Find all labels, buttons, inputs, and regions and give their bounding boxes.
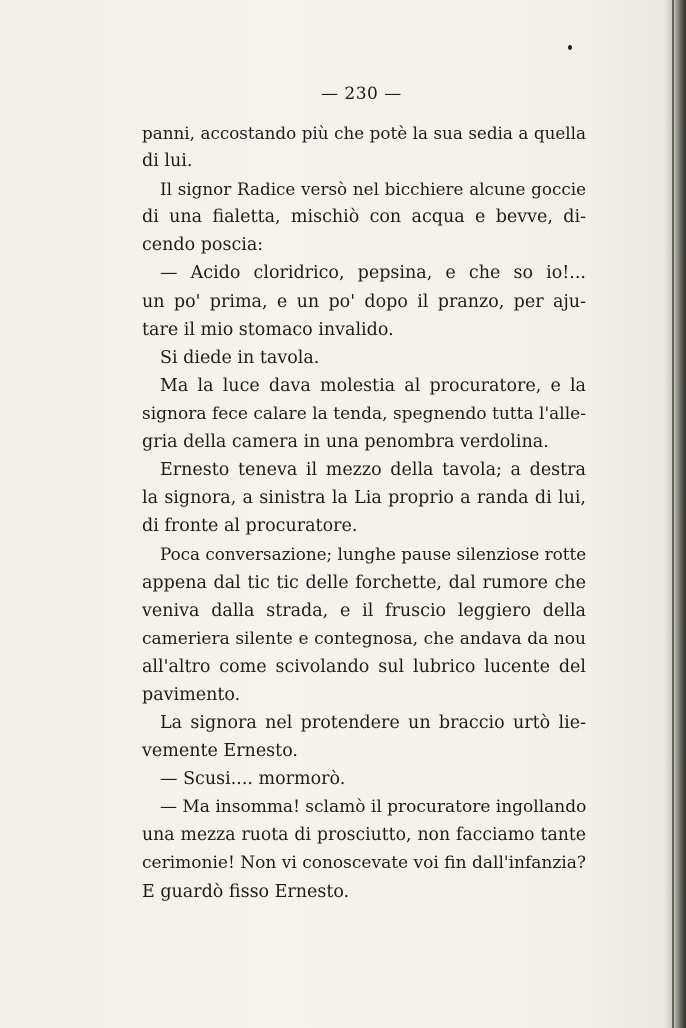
text-line-9: Si diede in tavola.	[160, 347, 320, 368]
text-line-25: — Ma insomma! sclamò il procuratore ingollando	[160, 797, 587, 818]
page-edge-line	[672, 0, 674, 1028]
text-line-17: appena dal tic tic delle forchette, dal rumore che	[142, 572, 586, 593]
text-line-15: di fronte al procuratore.	[142, 516, 358, 537]
text-line-5: cendo poscia:	[142, 235, 264, 256]
text-line-19: cameriera silente e contegnosa, che andava da nou	[142, 628, 586, 649]
text-line-28: E guardò fisso Ernesto.	[142, 881, 350, 902]
text-line-4: di una fialetta, mischiò con acqua e bevve, di-	[142, 207, 586, 228]
ink-speck	[568, 45, 572, 50]
text-line-2: di lui.	[142, 151, 193, 172]
text-line-16: Poca conversazione; lunghe pause silenziose rotte	[160, 544, 587, 565]
text-line-18: veniva dalla strada, e il fruscio leggiero della	[142, 600, 586, 621]
text-line-20: all'altro come scivolando sul lubrico lucente del	[142, 656, 586, 677]
text-line-1: panni, accostando più che potè la sua sedia a quella	[142, 123, 586, 143]
text-line-22: La signora nel protendere un braccio urtò lie-	[160, 712, 586, 733]
page-edge-shadow	[664, 0, 686, 1028]
text-line-24: — Scusi.... mormorò.	[160, 769, 346, 790]
text-line-13: Ernesto teneva il mezzo della tavola; a destra	[160, 460, 586, 481]
text-line-21: pavimento.	[142, 684, 241, 705]
text-line-14: la signora, a sinistra la Lia proprio a randa di lui,	[142, 488, 586, 509]
page-number: — 230 —	[321, 84, 402, 104]
text-line-6: — Acido cloridrico, pepsina, e che so io!...	[160, 263, 586, 284]
text-line-12: gria della camera in una penombra verdolina.	[142, 432, 549, 453]
text-line-11: signora fece calare la tenda, spegnendo tutta l'alle-	[142, 403, 586, 424]
text-line-8: tare il mio stomaco invalido.	[142, 319, 394, 340]
text-line-10: Ma la luce dava molestia al procuratore, e la	[160, 375, 586, 396]
text-line-3: Il signor Radice versò nel bicchiere alcune goccie	[160, 179, 586, 200]
text-line-7: un po' prima, e un po' dopo il pranzo, per aju-	[142, 291, 586, 312]
text-line-23: vemente Ernesto.	[142, 741, 298, 762]
text-line-26: una mezza ruota di prosciutto, non facciamo tante	[142, 825, 586, 846]
body-text	[142, 119, 586, 906]
text-line-27: cerimonie! Non vi conoscevate voi fin dall'infanzia?	[142, 853, 586, 874]
